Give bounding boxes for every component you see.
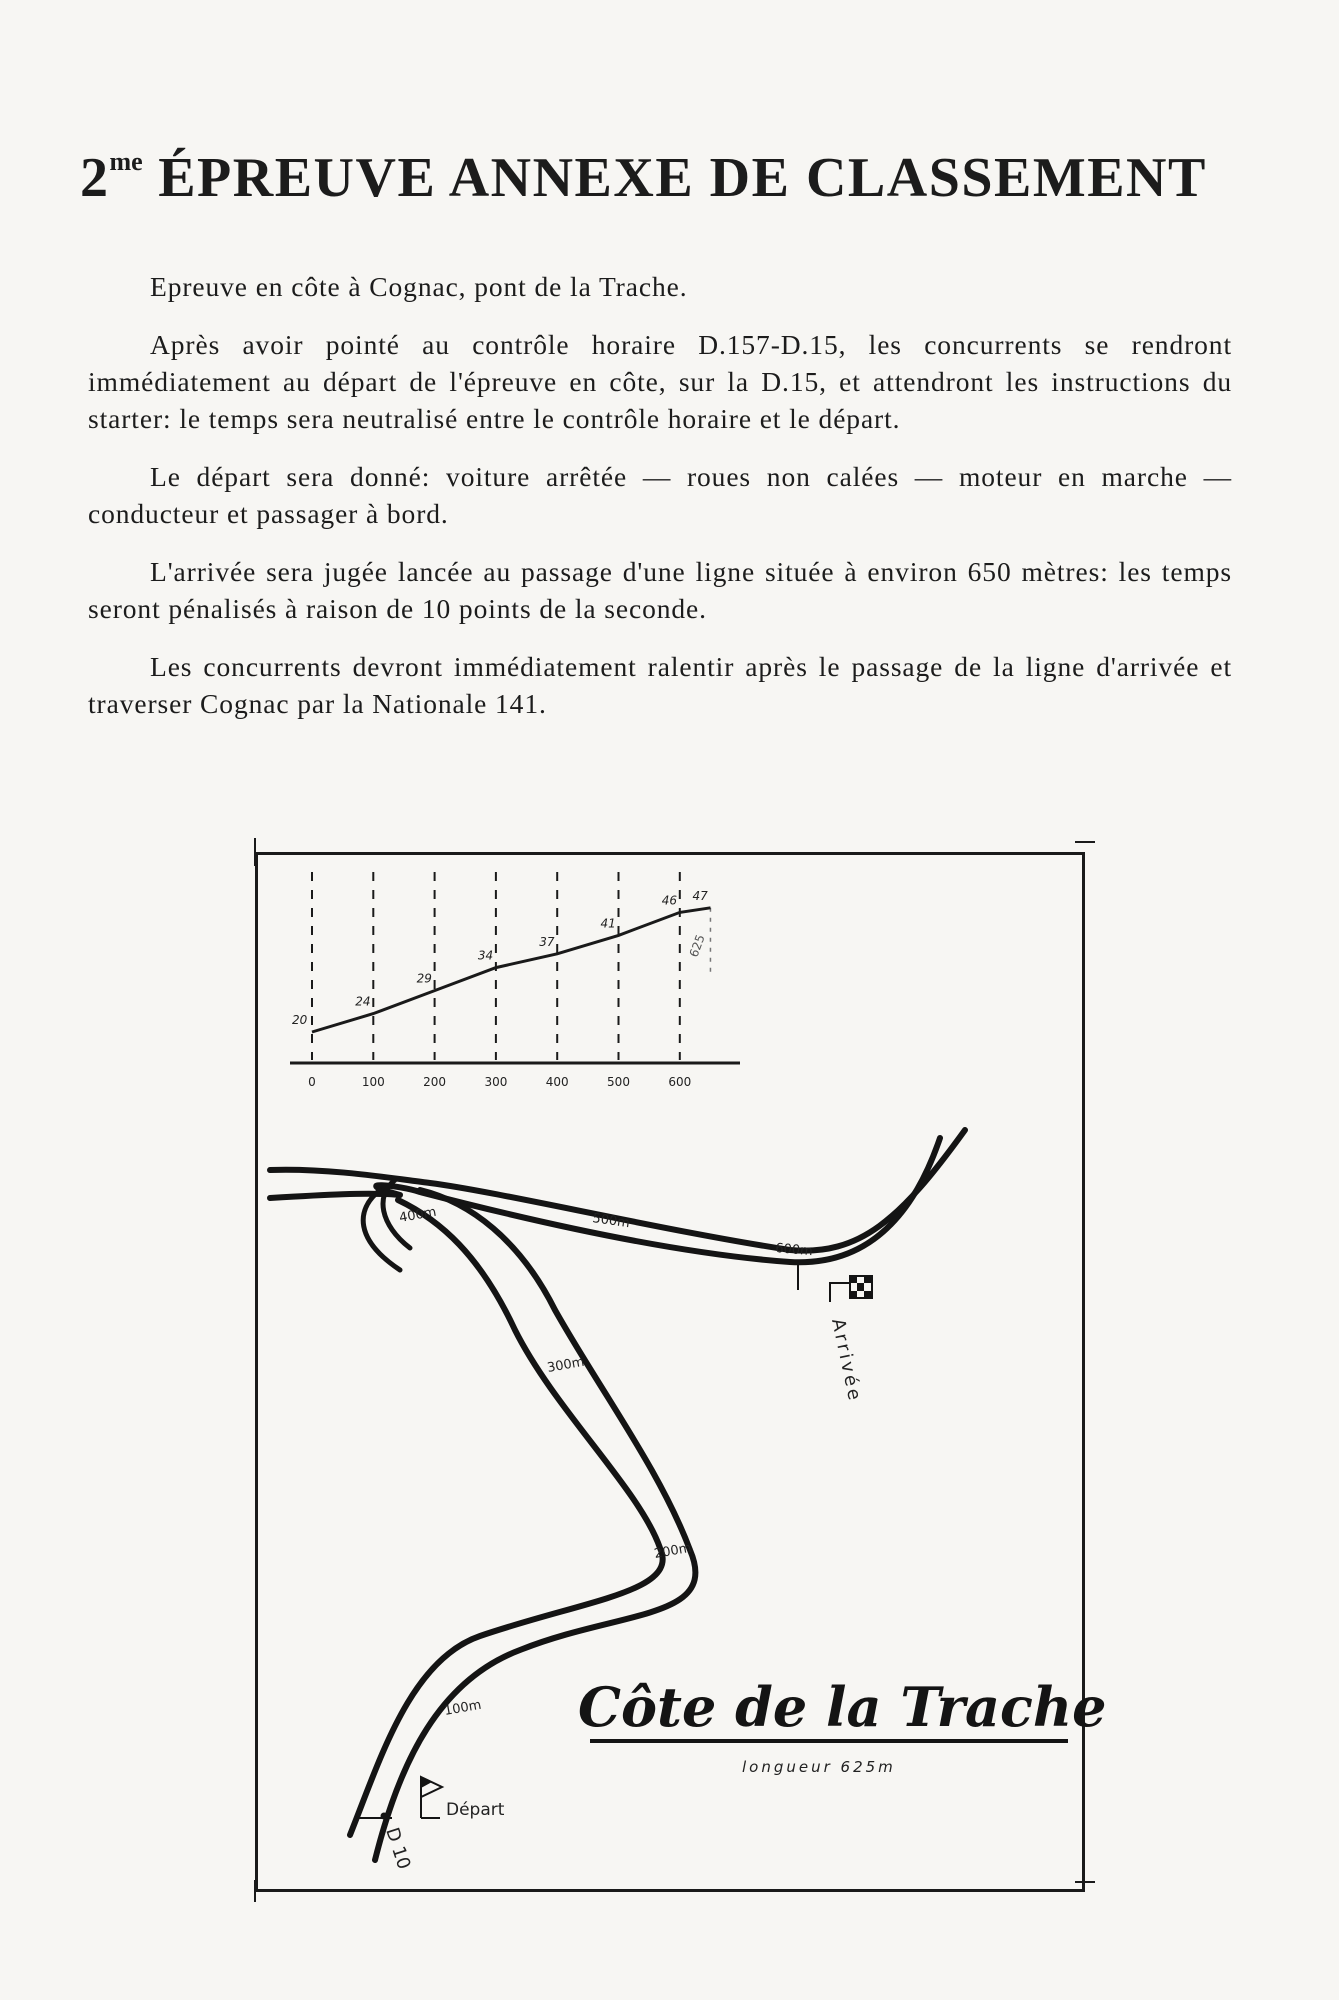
paragraph: Les concurrents devront immédiatement ralentir après le passage de la ligne d'arrivée et traverser Cognac par la Nationale 141. [88, 651, 1232, 719]
paragraph: L'arrivée sera jugée lancée au passage d'une ligne située à environ 650 mètres: les temps seront pénalisés à raison de 10 points de la seconde. [88, 556, 1232, 624]
tick-label: 600 [668, 1075, 692, 1089]
point-label: 29 [416, 971, 432, 986]
map-title: Côte de la Trache [578, 1675, 1107, 1739]
elevation-profile-chart [290, 872, 740, 1089]
tick-label: 400 [545, 1075, 569, 1089]
marker-500m: 500m [591, 1211, 631, 1232]
point-label: 46 [661, 893, 678, 908]
marker-300m: 300m [546, 1354, 586, 1376]
title-text: ÉPREUVE ANNEXE DE CLASSEMENT [158, 146, 1207, 209]
point-label: 24 [355, 994, 371, 1009]
title-ordinal: 2 [80, 146, 110, 209]
road-banks [270, 1130, 965, 1860]
marker-400m: 400m [398, 1204, 438, 1226]
profile-tick-labels [308, 1075, 691, 1089]
point-label: 20 [292, 1013, 308, 1027]
tick-label: 0 [308, 1075, 316, 1089]
elevation-line [312, 908, 711, 1032]
profile-point-labels [292, 889, 708, 1027]
tick-label: 500 [607, 1075, 630, 1089]
point-label: 37 [539, 934, 555, 949]
marker-200m: 200m [653, 1540, 693, 1562]
paragraph: Epreuve en côte à Cognac, pont de la Trache. [150, 271, 688, 302]
start-label: Départ [446, 1800, 505, 1820]
finish-flag-icon [798, 1262, 872, 1302]
marker-100m: 100m [443, 1697, 483, 1719]
tick-label: 300 [484, 1075, 508, 1089]
profile-end-label: 625 [686, 932, 708, 960]
paragraph: Après avoir pointé au contrôle horaire D.157-D.15, les concurrents se rendront immédiatement au départ de l'épreuve en côte, sur la D.15, et attendront les instructions du starter: le temps sera neutralisé entre le contrôle horaire et le départ. [88, 329, 1232, 434]
marker-600m: 600m [774, 1241, 814, 1260]
point-label: 41 [600, 916, 616, 931]
map-subtitle: longueur 625m [742, 1758, 896, 1776]
title-ordinal-suffix: me [109, 146, 143, 176]
road-label: D 10 [381, 1825, 415, 1872]
point-label: 47 [692, 888, 708, 903]
profile-gridlines [312, 872, 710, 1060]
point-label: 34 [477, 948, 494, 963]
tick-label: 100 [361, 1075, 385, 1089]
paragraph: Le départ sera donné: voiture arrêtée — roues non calées — moteur en marche — conducteur et passager à bord. [88, 461, 1232, 529]
tick-label: 200 [423, 1075, 447, 1089]
finish-label: Arrivée [827, 1316, 866, 1405]
